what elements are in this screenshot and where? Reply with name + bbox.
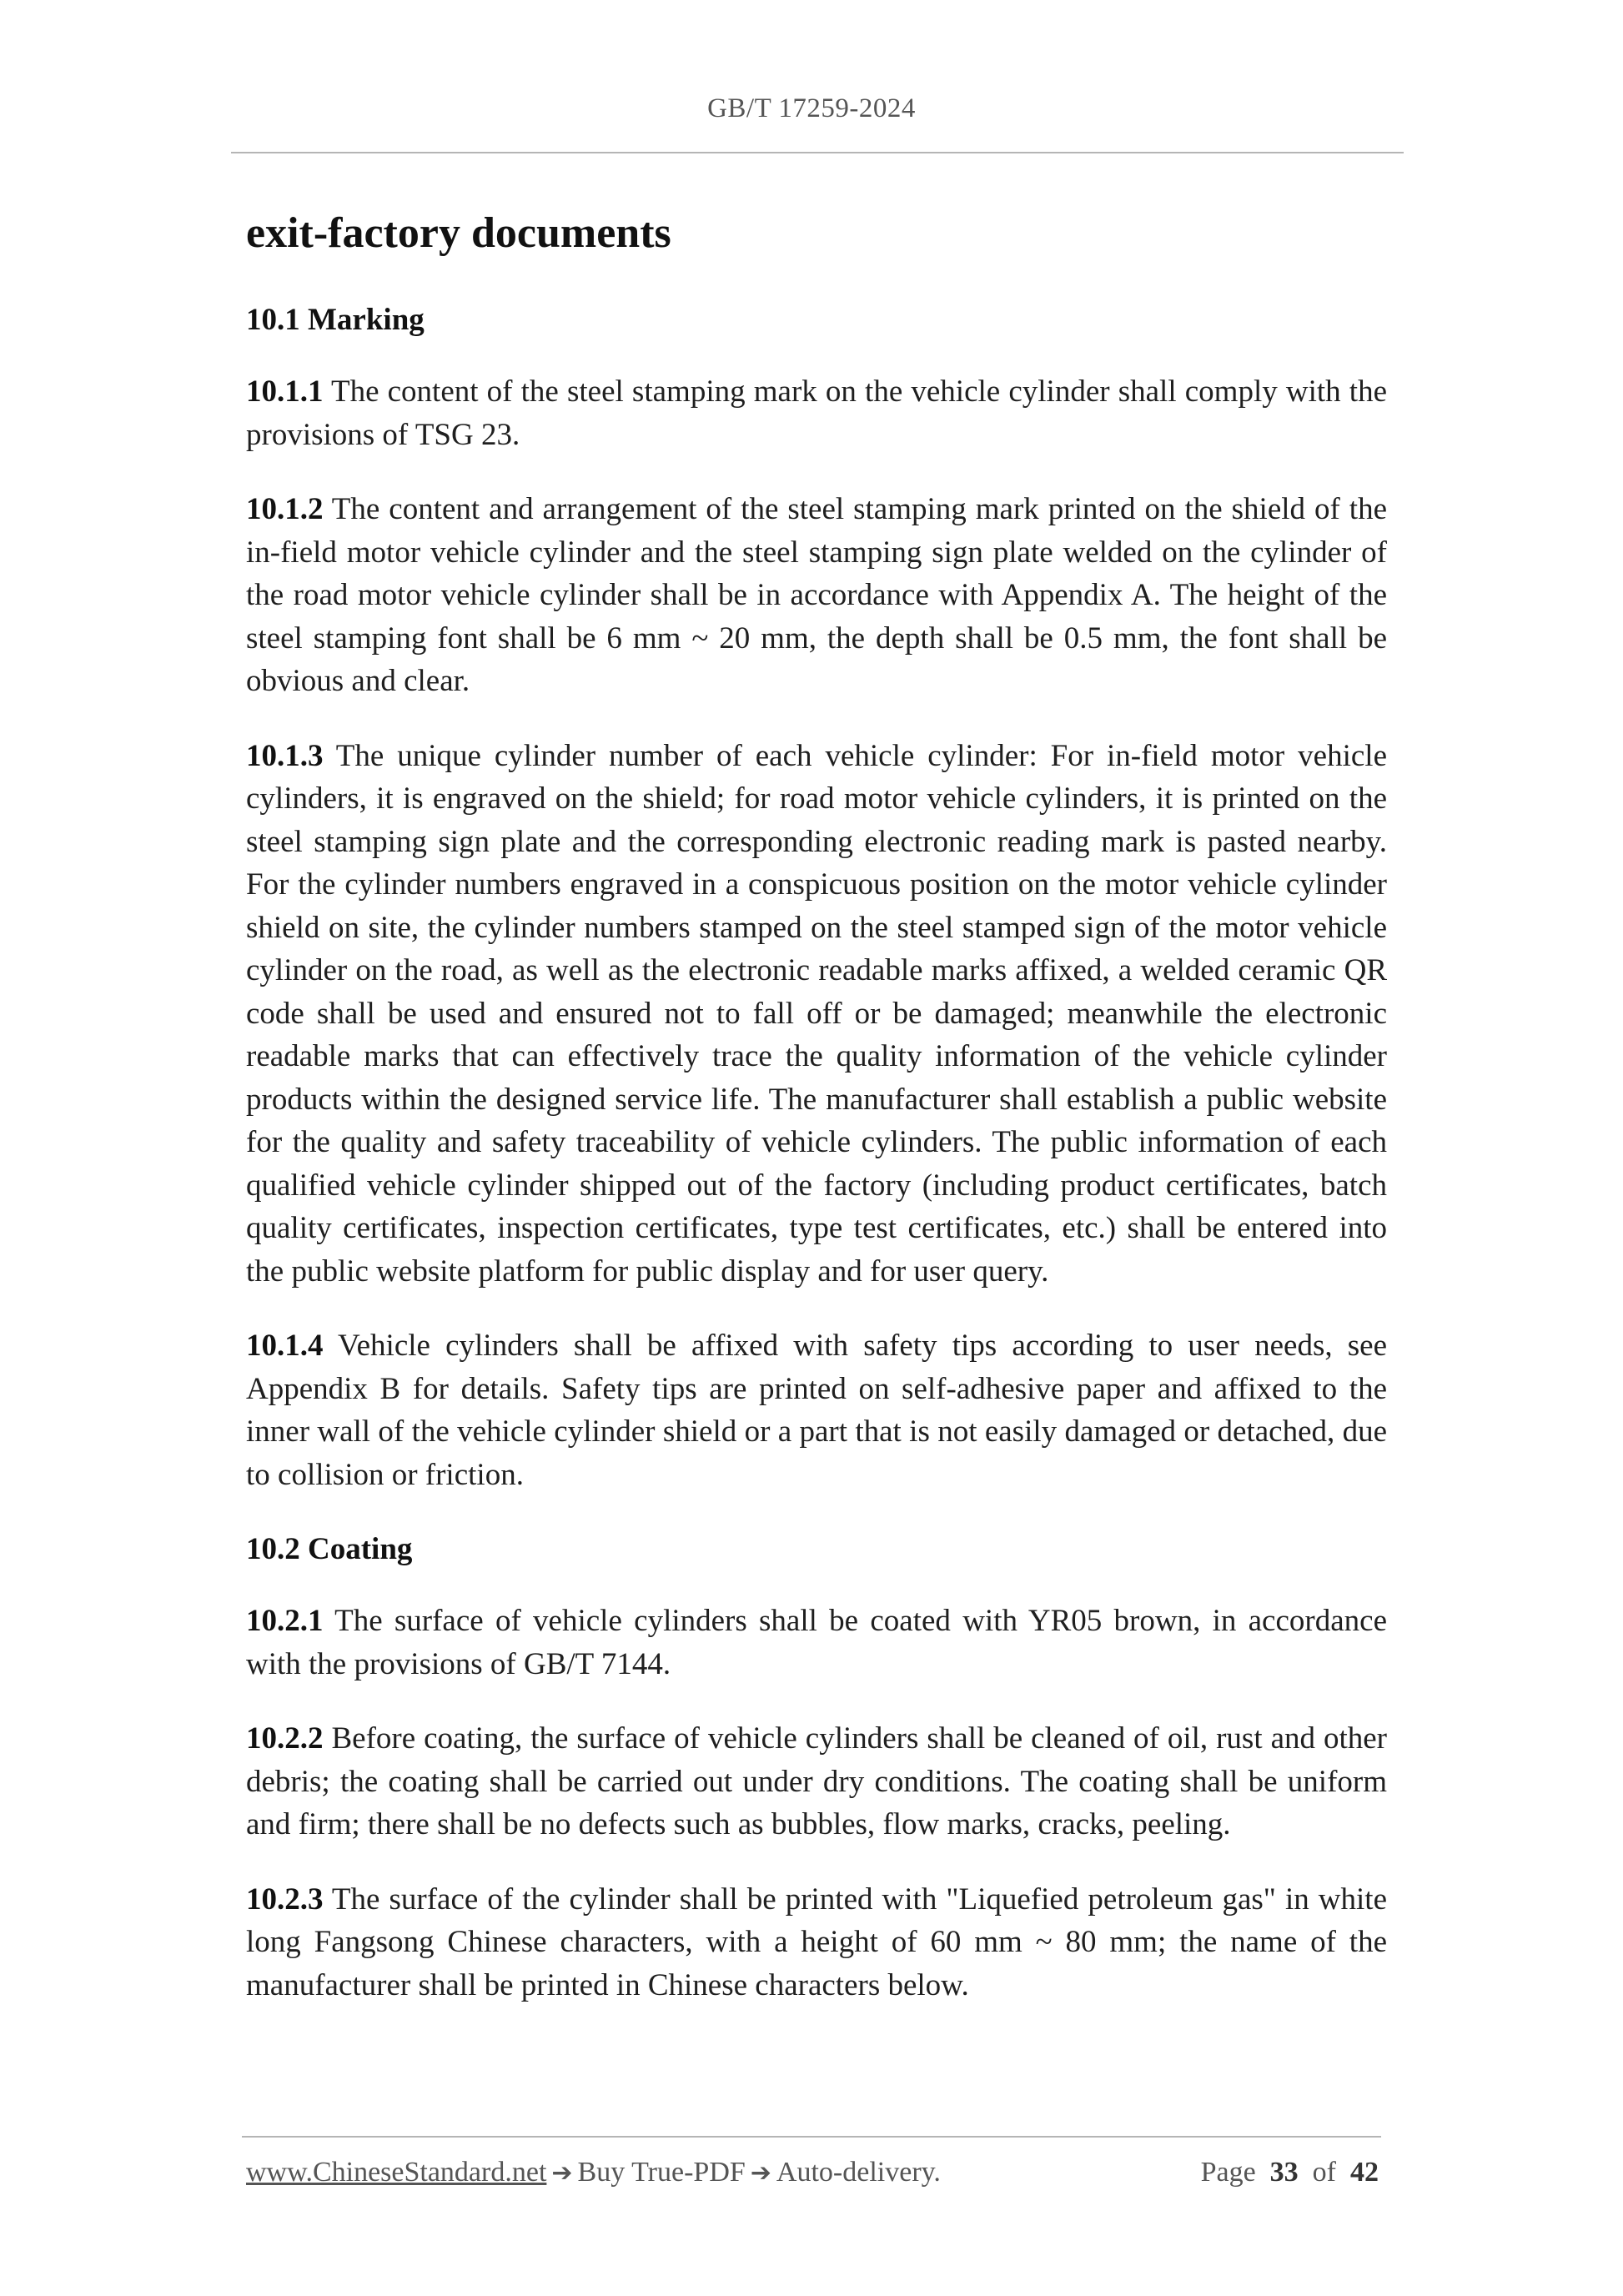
clause-number: 10.2.1 <box>246 1604 324 1638</box>
site-link[interactable]: www.ChineseStandard.net <box>246 2157 547 2188</box>
clause-10-2-2 <box>246 1717 1387 1846</box>
subsection-title-coating: 10.2 Coating <box>246 1532 413 1566</box>
page-label: Page <box>1200 2157 1256 2188</box>
total-pages: 42 <box>1350 2157 1379 2188</box>
page-footer <box>246 2157 1379 2198</box>
clause-number: 10.1.3 <box>246 738 324 773</box>
clause-10-2-3 <box>246 1878 1387 2007</box>
clause-10-1-1 <box>246 370 1387 456</box>
auto-delivery-text: Auto-delivery. <box>776 2157 941 2188</box>
footer-promo <box>246 2157 941 2188</box>
document-id-header: GB/T 17259-2024 <box>707 93 916 123</box>
clause-number: 10.1.1 <box>246 374 324 409</box>
arrow-right-icon: ➔ <box>750 2158 771 2188</box>
of-label: of <box>1312 2157 1336 2188</box>
arrow-right-icon: ➔ <box>551 2158 573 2188</box>
clause-text: The surface of the cylinder shall be printed with "Liquefied petroleum gas" in white long Fangsong Chinese characters, with a height of 60 mm ~ 80 mm; the name of the manufacturer shall be printed in Chinese characters below. <box>246 1882 1387 2002</box>
buy-pdf-text: Buy True-PDF <box>577 2157 746 2188</box>
clause-number: 10.1.2 <box>246 492 324 526</box>
subsection-title-marking: 10.1 Marking <box>246 303 425 337</box>
clause-number: 10.2.2 <box>246 1721 324 1756</box>
clause-number: 10.2.3 <box>246 1882 324 1917</box>
clause-text: The content and arrangement of the steel stamping mark printed on the shield of the in-field motor vehicle cylinder and the steel stamping sign plate welded on the cylinder of the road motor vehicle cylinder shall be in accordance with Appendix A. The height of the steel stamping font shall be 6 mm ~ 20 mm, the depth shall be 0.5 mm, the font shall be obvious and clear. <box>246 492 1387 698</box>
clause-text: The unique cylinder number of each vehicle cylinder: For in-field motor vehicle cylinders, it is engraved on the shield; for road motor vehicle cylinders, it is printed on the steel stamping sign plate and the corresponding electronic reading mark is pasted nearby. For the cylinder numbers engraved in a conspicuous position on the motor vehicle cylinder shield on site, the cylinder numbers stamped on the steel stamped sign of the motor vehicle cylinder on the road, as well as the electronic readable marks affixed, a welded ceramic QR code shall be used and ensured not to fall off or be damaged; meanwhile the electronic readable marks that can effectively trace the quality information of the vehicle cylinder products within the designed service life. The manufacturer shall establish a public website for the quality and safety traceability of vehicle cylinders. The public information of each qualified vehicle cylinder shipped out of the factory (including product certificates, batch quality certificates, inspection certificates, type test certificates, etc.) shall be entered into the public website platform for public display and for user query. <box>246 738 1387 1289</box>
section-title: exit-factory documents <box>246 209 671 257</box>
clause-10-1-3 <box>246 735 1387 1294</box>
clause-text: The surface of vehicle cylinders shall be coated with YR05 brown, in accordance with the provisions of GB/T 7144. <box>246 1604 1387 1681</box>
current-page: 33 <box>1269 2157 1299 2188</box>
clause-10-1-4 <box>246 1324 1387 1496</box>
clause-text: The content of the steel stamping mark on the vehicle cylinder shall comply with the provisions of TSG 23. <box>246 374 1387 452</box>
page-number <box>1201 2157 1379 2188</box>
header-divider <box>231 152 1404 153</box>
clause-text: Vehicle cylinders shall be affixed with safety tips according to user needs, see Appendix B for details. Safety tips are printed on self-adhesive paper and affixed to the inner wall of the vehicle cylinder shield or a part that is not easily damaged or detached, due to collision or friction. <box>246 1329 1387 1492</box>
clause-10-2-1 <box>246 1600 1387 1686</box>
footer-divider <box>242 2136 1381 2138</box>
page-content <box>246 203 1387 2038</box>
clause-text: Before coating, the surface of vehicle cylinders shall be cleaned of oil, rust and other debris; the coating shall be carried out under dry conditions. The coating shall be uniform and firm; there shall be no defects such as bubbles, flow marks, cracks, peeling. <box>246 1721 1387 1841</box>
clause-number: 10.1.4 <box>246 1329 324 1363</box>
clause-10-1-2 <box>246 488 1387 703</box>
